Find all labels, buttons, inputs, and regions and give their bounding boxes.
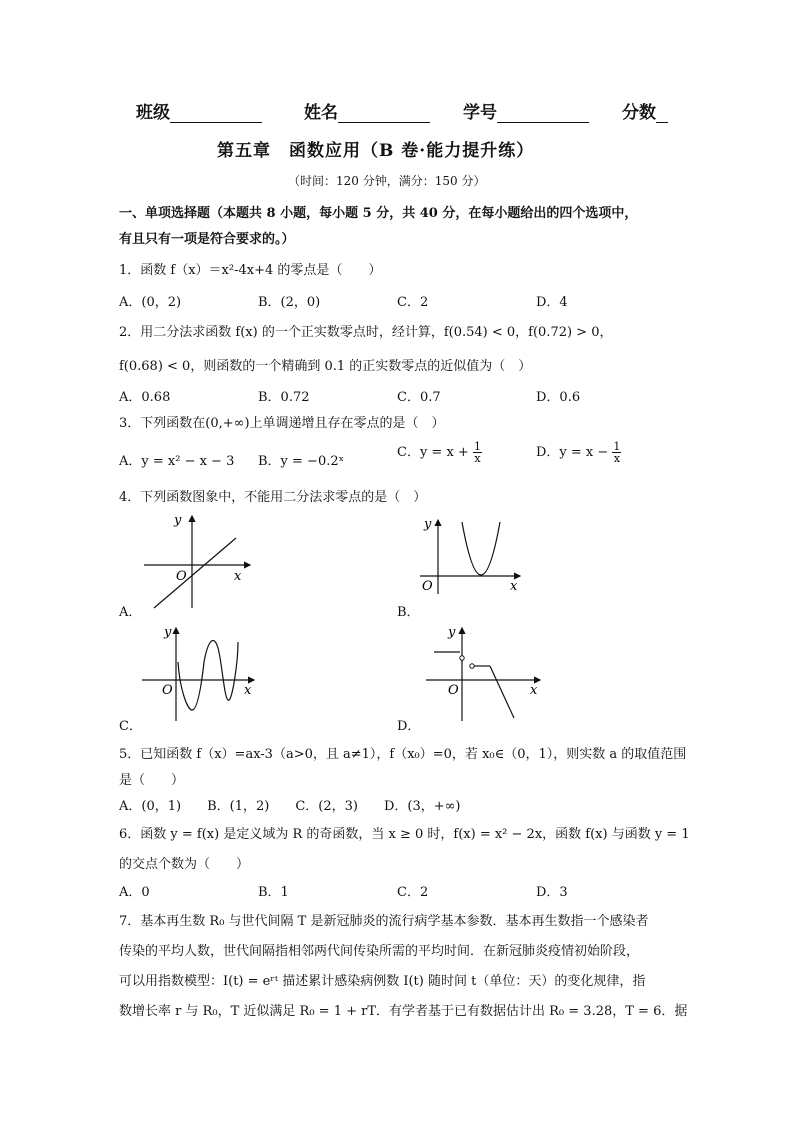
score-field[interactable] [622,98,668,123]
x-label: x [530,683,538,698]
q1-stem: 1．函数 f（x）＝x²-4x+4 的零点是（ ） [119,263,382,278]
origin-label: O [422,579,433,594]
q6-line2: 的交点个数为（ ） [119,857,250,872]
origin-label: O [448,683,459,698]
section-heading-line2: 有且只有一项是符合要求的。） [119,232,295,247]
y-label: y [164,625,172,640]
graph-b-curve [462,522,500,575]
q6-line1: 6．函数 y = f(x) 是定义域为 R 的奇函数，当 x ≥ 0 时，f(x) = x² − 2x，函数 f(x) 与函数 y = 1 [119,827,690,842]
graph-d-segment3 [490,666,514,718]
x-label: x [510,579,518,594]
class-blank[interactable] [170,108,262,123]
q2-option-b[interactable]: B．0.72 [258,390,310,405]
q7-line1: 7．基本再生数 R₀ 与世代间隔 T 是新冠肺炎的流行病学基本参数．基本再生数指一个感染者 [119,914,649,929]
q5-options[interactable]: A．(0，1) B．(1，2) C．(2，3) D．(3，+∞) [119,799,461,814]
q2-line2: f(0.68) < 0，则函数的一个精确到 0.1 的正实数零点的近似值为（ ） [119,359,532,374]
graph-c-curve [178,640,238,710]
graph-c [138,622,258,722]
q6-option-d[interactable]: D．3 [536,885,568,900]
score-label: 分数 [622,103,656,123]
origin-label: O [176,569,187,584]
q4-option-d[interactable]: D． [397,719,421,734]
graph-a [138,510,258,610]
q3-option-d-text: D．y = x − [536,445,609,460]
score-blank[interactable] [656,108,668,123]
q1-option-d[interactable]: D．4 [536,295,568,310]
graph-d-open-point1 [460,656,464,660]
page-subtitle: （时间：120 分钟，满分：150 分） [288,174,486,188]
x-label: x [244,683,252,698]
q6-option-a[interactable]: A．0 [119,885,150,900]
q7-line3: 可以用指数模型：I(t) = eʳᵗ 描述累计感染病例数 I(t) 随时间 t（单位：天）的变化规律，指 [119,974,646,989]
y-label: y [448,625,456,640]
q4-option-a[interactable]: A． [119,605,142,620]
graph-b [418,516,528,596]
q2-option-a[interactable]: A．0.68 [119,390,171,405]
id-blank[interactable] [497,108,589,123]
q3-option-b[interactable]: B．y = −0.2ˣ [258,454,345,469]
q3-option-c-text: C．y = x + [397,445,469,460]
q6-option-b[interactable]: B．1 [258,885,289,900]
q3-option-d-fraction: $\frac{1}{x}$ [613,440,621,465]
q2-option-d[interactable]: D．0.6 [536,390,581,405]
q5-line2: 是（ ） [119,773,185,788]
name-field[interactable] [304,98,430,123]
y-label: y [174,513,182,528]
graph-d-open-point2 [470,664,474,668]
id-field[interactable] [463,98,589,123]
q3-option-a[interactable]: A．y = x² − x − 3 [119,454,235,469]
class-field[interactable] [136,98,262,123]
q3-stem: 3．下列函数在(0,+∞)上单调递增且存在零点的是（ ） [119,416,445,431]
q7-line2: 传染的平均人数，世代间隔指相邻两代间传染所需的平均时间．在新冠肺炎疫情初始阶段， [119,944,640,959]
q4-stem: 4．下列函数图象中，不能用二分法求零点的是（ ） [119,490,427,505]
q4-option-c[interactable]: C． [119,719,142,734]
name-label: 姓名 [304,103,338,123]
class-label: 班级 [136,103,170,123]
graph-a-curve [154,538,236,608]
q3-option-c-fraction: $\frac{1}{x}$ [473,440,481,465]
q1-option-b[interactable]: B．(2，0) [258,295,321,310]
q3-option-c[interactable] [397,441,482,464]
origin-label: O [162,683,173,698]
q2-option-c[interactable]: C．0.7 [397,390,441,405]
q2-line1: 2．用二分法求函数 f(x) 的一个正实数零点时，经计算，f(0.54) < 0，f(0.72) > 0， [119,325,613,340]
q3-option-d[interactable] [536,441,621,464]
page-title: 第五章 函数应用（B 卷·能力提升练） [217,141,535,161]
q6-option-c[interactable]: C．2 [397,885,429,900]
id-label: 学号 [463,103,497,123]
q1-option-a[interactable]: A．(0，2) [119,295,182,310]
q7-line4: 数增长率 r 与 R₀，T 近似满足 R₀ = 1 + rT．有学者基于已有数据估计出 R₀ = 3.28，T = 6．据 [119,1004,688,1019]
graph-d [424,622,544,722]
q4-option-b[interactable]: B． [397,605,420,620]
q5-line1: 5．已知函数 f（x）=ax-3（a>0，且 a≠1），f（x₀）=0，若 x₀∈（0，1），则实数 a 的取值范围 [119,747,687,762]
section-heading-line1: 一、单项选择题（本题共 8 小题，每小题 5 分，共 40 分，在每小题给出的四个选项中， [119,206,638,221]
q1-option-c[interactable]: C．2 [397,295,429,310]
name-blank[interactable] [338,108,430,123]
x-label: x [234,569,242,584]
y-label: y [424,517,432,532]
